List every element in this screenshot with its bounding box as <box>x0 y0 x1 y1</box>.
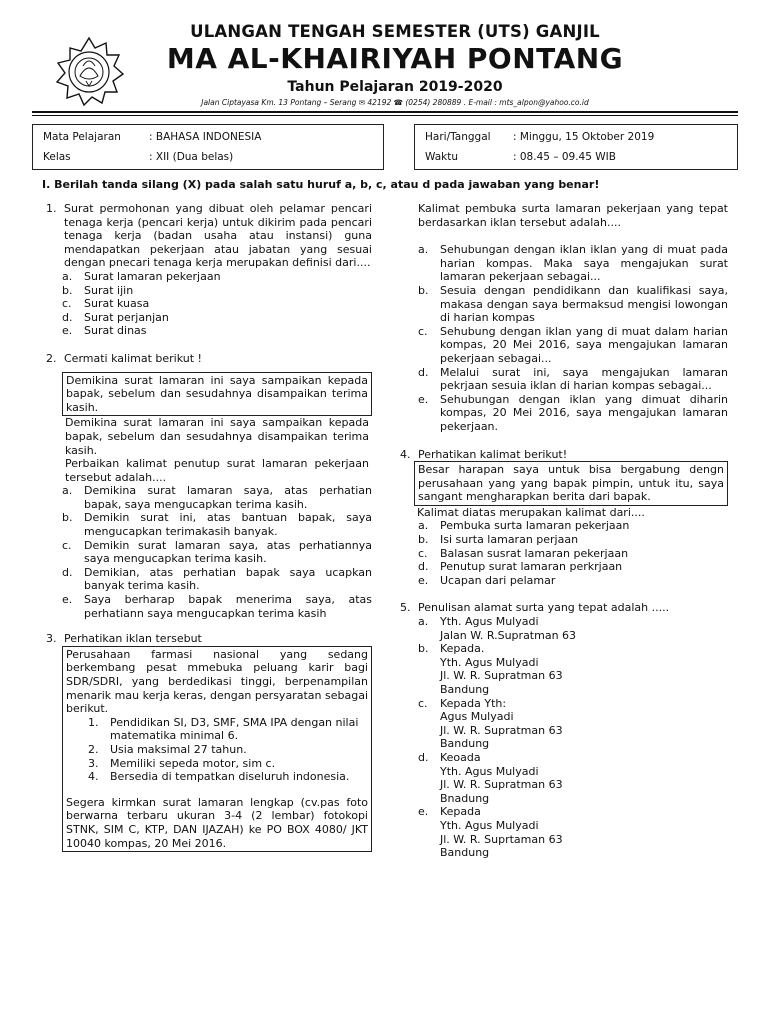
address-line: Yth. Agus Mulyadi <box>440 818 539 832</box>
time-label: Waktu <box>425 151 458 163</box>
exam-title: ULANGAN TENGAH SEMESTER (UTS) GANJIL <box>190 22 600 41</box>
option-item[interactable]: c. Demikin surat lamaran saya, atas perhatiannya saya mengucapkan terima kasih. <box>62 538 372 566</box>
address-line: Yth. Agus Mulyadi <box>440 655 539 669</box>
address-line: Jl. W. R. Supratman 63 <box>440 723 563 737</box>
option-item[interactable]: a. Surat lamaran pekerjaan <box>62 269 221 283</box>
address-line: Bandung <box>440 737 490 751</box>
option-item[interactable]: d. Penutup surat lamaran perkrjaan <box>418 560 623 574</box>
ad-requirements <box>66 716 368 784</box>
question-text: Cermati kalimat berikut ! <box>64 351 202 365</box>
address-line: Yth. Agus Mulyadi <box>440 764 539 778</box>
ad-intro: Perusahaan farmasi nasional yang sedang berkembang pesat mmebuka peluang karir bagi SDR/SDRI, yang berdedikasi tinggi, berpenampilan menarik mau kerja keras, dengan persyaratan sebagai berikut. <box>66 647 368 716</box>
question-4 <box>400 448 728 462</box>
subject-value: : BAHASA INDONESIA <box>149 131 262 143</box>
quoted-sentence: Demikina surat lamaran ini saya sampaikan kepada bapak, sebelum dan sesudahnya disampaikan terima kasih. <box>65 416 369 457</box>
q4-options <box>400 519 728 587</box>
quoted-sentence-box: Besar harapan saya untuk bisa bergabung dengn perusahaan yang yang bapak pimpin, untuk itu, saya sangant mengharapkan berita dari bapak. <box>414 461 728 506</box>
q2-options <box>46 484 372 620</box>
school-name: MA AL-KHAIRIYAH PONTANG <box>166 42 624 75</box>
question-number: 5. <box>400 601 411 615</box>
class-value: : XII (Dua belas) <box>149 151 234 163</box>
address-line: Kepada <box>440 805 481 819</box>
option-item[interactable]: d. Melalui surat ini, saya mengajukan lamaran pekrjaan sesuia iklan di harian kompas sebagai... <box>418 365 728 393</box>
address-line: Keoada <box>440 750 481 764</box>
option-item[interactable]: b. Sesuia dengan pendidikann dan kualifikasi saya, makasa dengan saya bermaksud mengisi lowongan di harian kompas <box>418 283 728 325</box>
question-number: 2. <box>46 351 57 365</box>
q3-options <box>400 243 728 433</box>
option-item[interactable]: d. Keoada Yth. Agus Mulyadi Jl. W. R. Supratman 63 Bnadung <box>400 751 728 805</box>
question-prompt: Kalimat diatas merupakan kalimat dari.... <box>417 505 645 519</box>
option-item[interactable]: c. Kepada Yth: Agus Mulyadi Jl. W. R. Supratman 63 Bandung <box>400 697 728 751</box>
question-text: Perhatikan iklan tersebut <box>64 632 202 646</box>
option-item[interactable]: e. Ucapan dari pelamar <box>418 573 556 587</box>
requirement-item: 1. Pendidikan SI, D3, SMF, SMA IPA dengan nilai matematika minimal 6. <box>88 715 359 743</box>
option-item[interactable]: a. Demikina surat lamaran saya, atas perhatian bapak, saya mengucapkan terima kasih. <box>62 484 372 511</box>
question-prompt: Perbaikan kalimat penutup surat lamaran pekerjaan tersebut adalah.... <box>65 457 369 484</box>
right-column <box>400 202 728 860</box>
address-line: Jl. W. R. Suprtaman 63 <box>440 832 563 846</box>
question-2 <box>46 352 372 366</box>
schedule-info-box <box>414 124 738 170</box>
question-5 <box>400 601 728 615</box>
address-line: Kepada. <box>440 642 485 656</box>
address-line: Jl. W. R. Supratman 63 <box>440 669 563 683</box>
requirement-item: 3. Memiliki sepeda motor, sim c. <box>88 756 276 770</box>
class-label: Kelas <box>43 151 71 163</box>
school-address: Jalan Ciptayasa Km. 13 Pontang – Serang ✉ 42192 ☎ (0254) 280889 . E-mail : mts_alpon@yahoo.co.id <box>201 98 589 107</box>
q3-continued-prompt: Kalimat pembuka surta lamaran pekerjaan yang tepat berdasarkan iklan tersebut adalah.... <box>418 202 728 229</box>
quoted-sentence-box: Demikina surat lamaran ini saya sampaikan kepada bapak, sebelum dan sesudahnya disampaikan terima kasih. <box>62 372 372 417</box>
option-item[interactable]: b. Isi surta lamaran perjaan <box>418 533 579 547</box>
q1-options <box>46 270 372 338</box>
option-item[interactable]: b. Surat ijin <box>62 283 134 297</box>
question-1 <box>46 202 372 270</box>
job-ad-box <box>62 646 372 852</box>
header-divider-thick <box>32 111 738 113</box>
question-text: Surat permohonan yang dibuat oleh pelamar pencari tenaga kerja (pencari kerja) untuk dikirim pada pencari tenaga kerja (badan usaha atau instansi) guna mendapatkan pekerjaan atau jabatan yang sesuai dengan pnecari tenaga kerja merupakan definisi dari.... <box>64 202 372 270</box>
header-divider-thin <box>32 115 738 116</box>
address-line: Bnadung <box>440 791 490 805</box>
address-line: Jl. W. R. Supratman 63 <box>440 778 563 792</box>
address-line: Agus Mulyadi <box>440 710 514 724</box>
academic-year: Tahun Pelajaran 2019-2020 <box>287 79 503 95</box>
option-item[interactable]: e. Saya berharap bapak menerima saya, atas perhatiann saya mengucapkan terima kasih <box>62 593 372 620</box>
school-logo <box>53 36 125 108</box>
day-value: : Minggu, 15 Oktober 2019 <box>513 131 655 143</box>
address-line: Jalan W. R.Supratman 63 <box>440 628 577 642</box>
question-number: 4. <box>400 447 411 461</box>
option-item[interactable]: b. Kepada. Yth. Agus Mulyadi Jl. W. R. Supratman 63 Bandung <box>400 642 728 696</box>
subject-info-box <box>32 124 384 170</box>
address-line: Kepada Yth: <box>440 696 507 710</box>
option-item[interactable]: b. Demikin surat ini, atas bantuan bapak, saya mengucapkan terimakasih banyak. <box>62 511 372 539</box>
address-line: Bandung <box>440 683 490 696</box>
option-item[interactable]: e. Sehubungan dengan iklan yang dimuat diharin kompas, 20 Mei 2016, saya mengajukan lamaran pekerjaan. <box>418 392 728 433</box>
address-line: Bandung <box>440 846 490 860</box>
subject-label: Mata Pelajaran <box>43 131 121 143</box>
option-item[interactable]: a. Pembuka surta lamaran pekerjaan <box>418 519 630 533</box>
question-number: 1. <box>46 202 57 215</box>
question-number: 3. <box>46 632 57 646</box>
time-value: : 08.45 – 09.45 WIB <box>513 151 616 163</box>
day-label: Hari/Tanggal <box>425 131 491 143</box>
option-item[interactable]: c. Balasan susrat lamaran pekerjaan <box>418 546 629 560</box>
option-item[interactable]: c. Sehubung dengan iklan yang di muat dalam harian kompas, 20 Mei 2016, saya mengajukan lamaran pekerjaan sebagai... <box>418 324 728 365</box>
question-text: Perhatikan kalimat berikut! <box>418 447 568 461</box>
requirement-item: 4. Bersedia di tempatkan diseluruh indonesia. <box>88 770 350 784</box>
option-item[interactable]: c. Surat kuasa <box>62 297 150 311</box>
option-item[interactable]: d. Surat perjanjan <box>62 310 169 324</box>
option-item[interactable]: a. Sehubungan dengan iklan iklan yang di muat pada harian kompas. Maka saya mengajukan surat lamaran pekerjaan sebagai... <box>418 243 728 284</box>
q5-options <box>400 615 728 860</box>
option-item[interactable]: e. Surat dinas <box>62 324 147 338</box>
requirement-item: 2. Usia maksimal 27 tahun. <box>88 742 247 756</box>
left-column <box>46 202 372 852</box>
option-item[interactable]: e. Kepada Yth. Agus Mulyadi Jl. W. R. Suprtaman 63 Bandung <box>400 805 728 859</box>
question-3 <box>46 632 372 646</box>
question-text: Penulisan alamat surta yang tepat adalah ..... <box>418 601 670 615</box>
option-item[interactable]: a. Yth. Agus Mulyadi Jalan W. R.Supratman 63 <box>400 615 728 642</box>
instruction: I. Berilah tanda silang (X) pada salah satu huruf a, b, c, atau d pada jawaban yang benar! <box>42 178 600 191</box>
option-item[interactable]: d. Demikian, atas perhatian bapak saya ucapkan banyak terima kasih. <box>62 565 372 593</box>
address-line: Yth. Agus Mulyadi <box>440 615 539 629</box>
ad-outro: Segera kirmkan surat lamaran lengkap (cv.pas foto berwarna terbaru ukuran 3-4 (2 lembar) fotokopi STNK, SIM C, KTP, DAN IJAZAH) ke PO BOX 4080/ JKT 10040 kompas, 20 Mei 2016. <box>66 795 368 850</box>
